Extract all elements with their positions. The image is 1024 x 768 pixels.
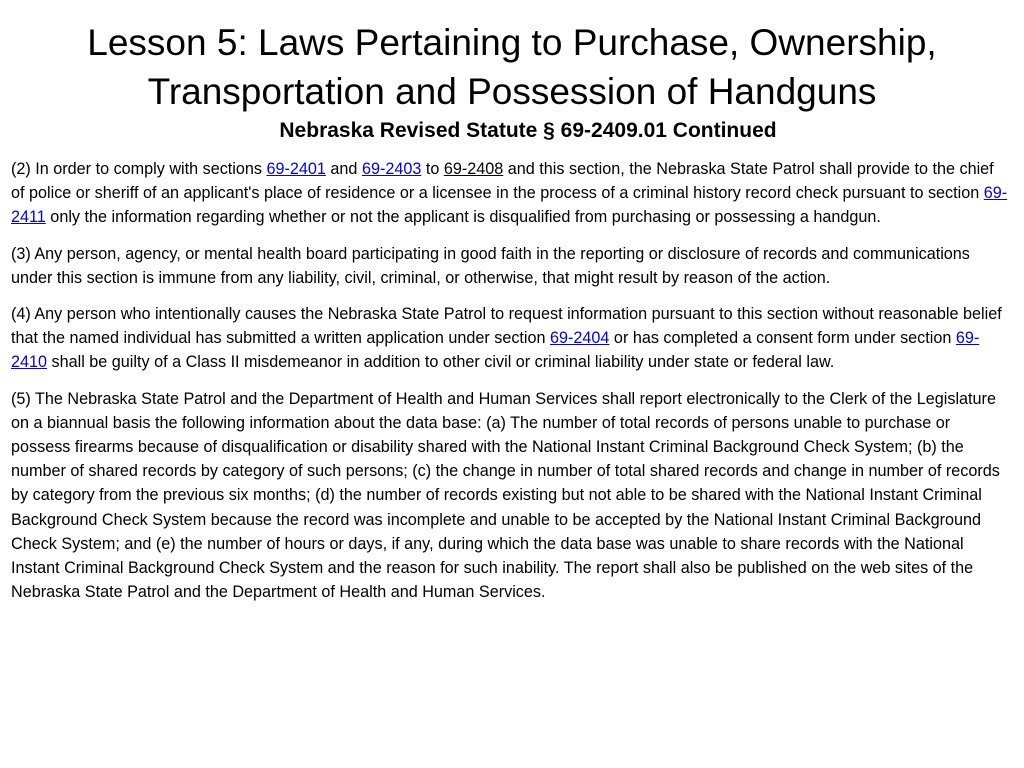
paragraph-4-text-2: or has completed a consent form under section xyxy=(609,329,956,348)
paragraph-3: (3) Any person, agency, or mental health board participating in good faith in the reporting or disclosure of records and communications under this section is immune from any liability, civil, criminal, or otherwise, that might result by reason of the action. xyxy=(11,244,970,287)
paragraph-2 xyxy=(11,157,1011,230)
slide-subtitle: Nebraska Revised Statute § 69-2409.01 Continued xyxy=(279,119,777,142)
paragraph-2-text-4: and this section, the Nebraska State Patrol shall provide to the chief of police or sheriff of an applicant's place of residence or a licensee in the process of a criminal history record check pursuant to section xyxy=(11,160,994,203)
slide-title-line-2: Transportation and Possession of Handguns xyxy=(147,71,877,112)
paragraph-2-text-2: and xyxy=(325,160,362,178)
link-69-2401[interactable]: 69-2401 xyxy=(266,160,326,178)
paragraph-4-text-1: (4) Any person who intentionally causes the Nebraska State Patrol to request information pursuant to this section without reasonable belief that the named individual has submitted a written application under section xyxy=(11,305,1002,348)
link-69-2404[interactable]: 69-2404 xyxy=(550,329,610,348)
paragraph-4-text-3: shall be guilty of a Class II misdemeanor in addition to other civil or criminal liability under state or federal law. xyxy=(47,353,835,372)
paragraph-2-text-5: only the information regarding whether or not the applicant is disqualified from purchasing or possessing a handgun. xyxy=(45,208,881,227)
link-69-2403[interactable]: 69-2403 xyxy=(361,160,422,178)
statute-body xyxy=(11,157,1011,616)
paragraph-4 xyxy=(11,302,1011,375)
link-69-2408[interactable]: 69-2408 xyxy=(443,160,504,178)
link-69-2410[interactable]: 69-2410 xyxy=(11,329,980,372)
slide-title-line-1: Lesson 5: Laws Pertaining to Purchase, Ownership, xyxy=(87,22,937,63)
paragraph-2-text-1: (2) In order to comply with sections xyxy=(11,160,267,178)
slide-title xyxy=(20,18,1004,116)
paragraph-5: (5) The Nebraska State Patrol and the Department of Health and Human Services shall report electronically to the Clerk of the Legislature on a biannual basis the following information about the data base: (a) The number of total records of persons unable to purchase or possess firearms because of disqualification or disability shared with the National Instant Criminal Background Check System; (b) the number of shared records by category of such persons; (c) the change in number of total shared records and change in number of records by category from the previous six months; (d) the number of records existing but not able to be shared with the National Instant Criminal Background Check System because the record was incomplete and unable to be accepted by the National Instant Criminal Background Check System; and (e) the number of hours or days, if any, during which the data base was unable to share records with the National Instant Criminal Background Check System and the reason for such inability. The report shall also be published on the web sites of the Nebraska State Patrol and the Department of Health and Human Services. xyxy=(11,389,1000,602)
paragraph-2-text-3: to xyxy=(421,160,444,178)
link-69-2411[interactable]: 69-2411 xyxy=(11,184,1008,227)
